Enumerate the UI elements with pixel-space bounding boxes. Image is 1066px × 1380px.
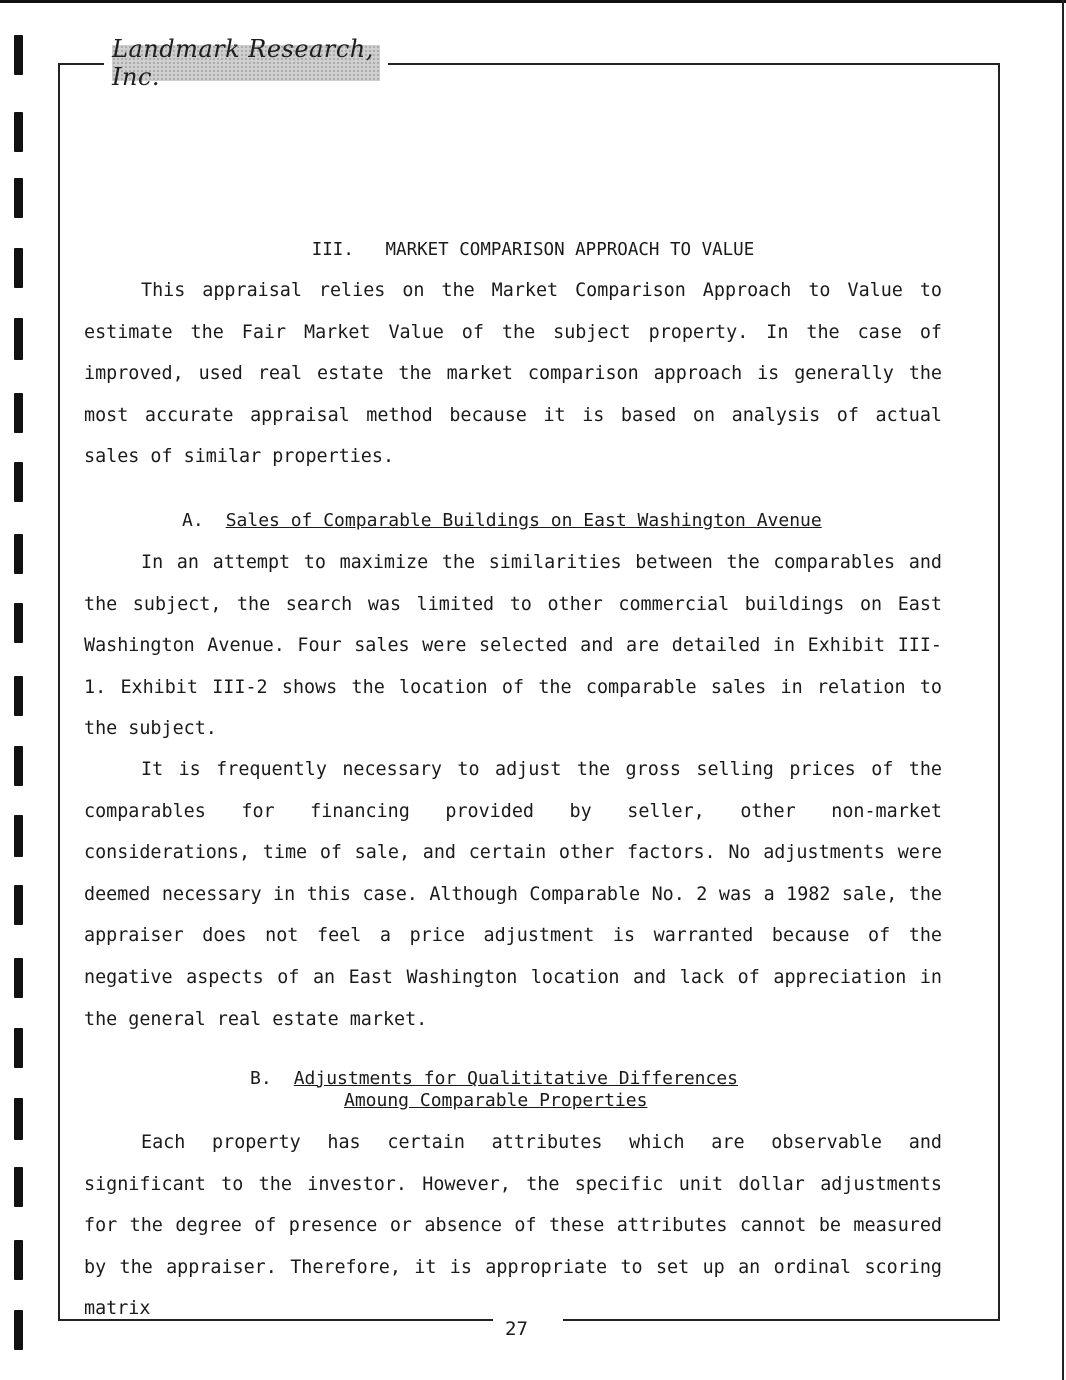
binding-mark xyxy=(14,1028,23,1068)
section-number: III. xyxy=(311,240,354,260)
binding-mark xyxy=(14,958,23,998)
section-title: MARKET COMPARISON APPROACH TO VALUE xyxy=(385,240,755,260)
subsection-a-letter: A. xyxy=(182,510,204,531)
binding-mark xyxy=(14,112,23,152)
right-edge-rule xyxy=(1062,0,1064,1380)
binding-mark xyxy=(14,35,23,75)
binding-mark xyxy=(14,746,23,786)
subsection-a-heading xyxy=(182,510,822,532)
subsection-a-paragraph: It is frequently necessary to adjust the gross selling prices of the comparables for financing provided by seller, other non-market considerations, time of sale, and certain other factors. No adjustments were deemed necessary in this case. Although Comparable No. 2 was a 1982 sale, the appraiser does not feel a price adjustment is warranted because of the negative aspects of an East Washington location and lack of appreciation in the general real estate market. xyxy=(84,759,942,1030)
subsection-b-heading xyxy=(250,1068,738,1090)
binding-mark xyxy=(14,178,23,218)
binding-mark xyxy=(14,1310,23,1350)
subsection-b-paragraph: Each property has certain attributes which are observable and significant to the investor. However, the specific unit dollar adjustments for the degree of presence or absence of these attributes cannot be measured by the appraiser. Therefore, it is appropriate to set up an ordinal scoring matrix xyxy=(84,1132,942,1320)
subsection-b-letter: B. xyxy=(250,1068,272,1089)
subsection-b-heading-line-2 xyxy=(344,1090,647,1112)
binding-mark xyxy=(14,885,23,925)
binding-mark xyxy=(14,462,23,502)
binding-mark xyxy=(14,815,23,857)
binding-mark xyxy=(14,1098,23,1140)
binding-mark xyxy=(14,1167,23,1207)
subsection-b-title-line-2: Amoung Comparable Properties xyxy=(344,1090,648,1111)
logo-text: Landmark Research, Inc. xyxy=(112,35,374,91)
company-logo xyxy=(112,35,380,91)
binding-mark xyxy=(14,534,23,574)
binding-mark xyxy=(14,318,23,360)
subsection-b-title-line-1: Adjustments for Qualititative Differences xyxy=(293,1068,739,1089)
binding-mark xyxy=(14,1240,23,1280)
subsection-a-title: Sales of Comparable Buildings on East Washington Avenue xyxy=(225,510,822,531)
intro-paragraph: This appraisal relies on the Market Comparison Approach to Value to estimate the Fair Market Value of the subject property. In the case of improved, used real estate the market comparison approach is generally the most accurate appraisal method because it is based on analysis of actual sales of similar properties. xyxy=(84,280,942,468)
page-number: 27 xyxy=(505,1318,528,1340)
top-edge-rule xyxy=(0,0,1066,3)
binding-mark xyxy=(14,393,23,433)
subsection-a-paragraph: In an attempt to maximize the similarities between the comparables and the subject, the search was limited to other commercial buildings on East Washington Avenue. Four sales were selected and are detailed in Exhibit III-1. Exhibit III-2 shows the location of the comparable sales in relation to the subject. xyxy=(84,552,942,740)
section-heading xyxy=(0,236,1066,264)
binding-mark xyxy=(14,603,23,643)
binding-mark xyxy=(14,676,23,716)
